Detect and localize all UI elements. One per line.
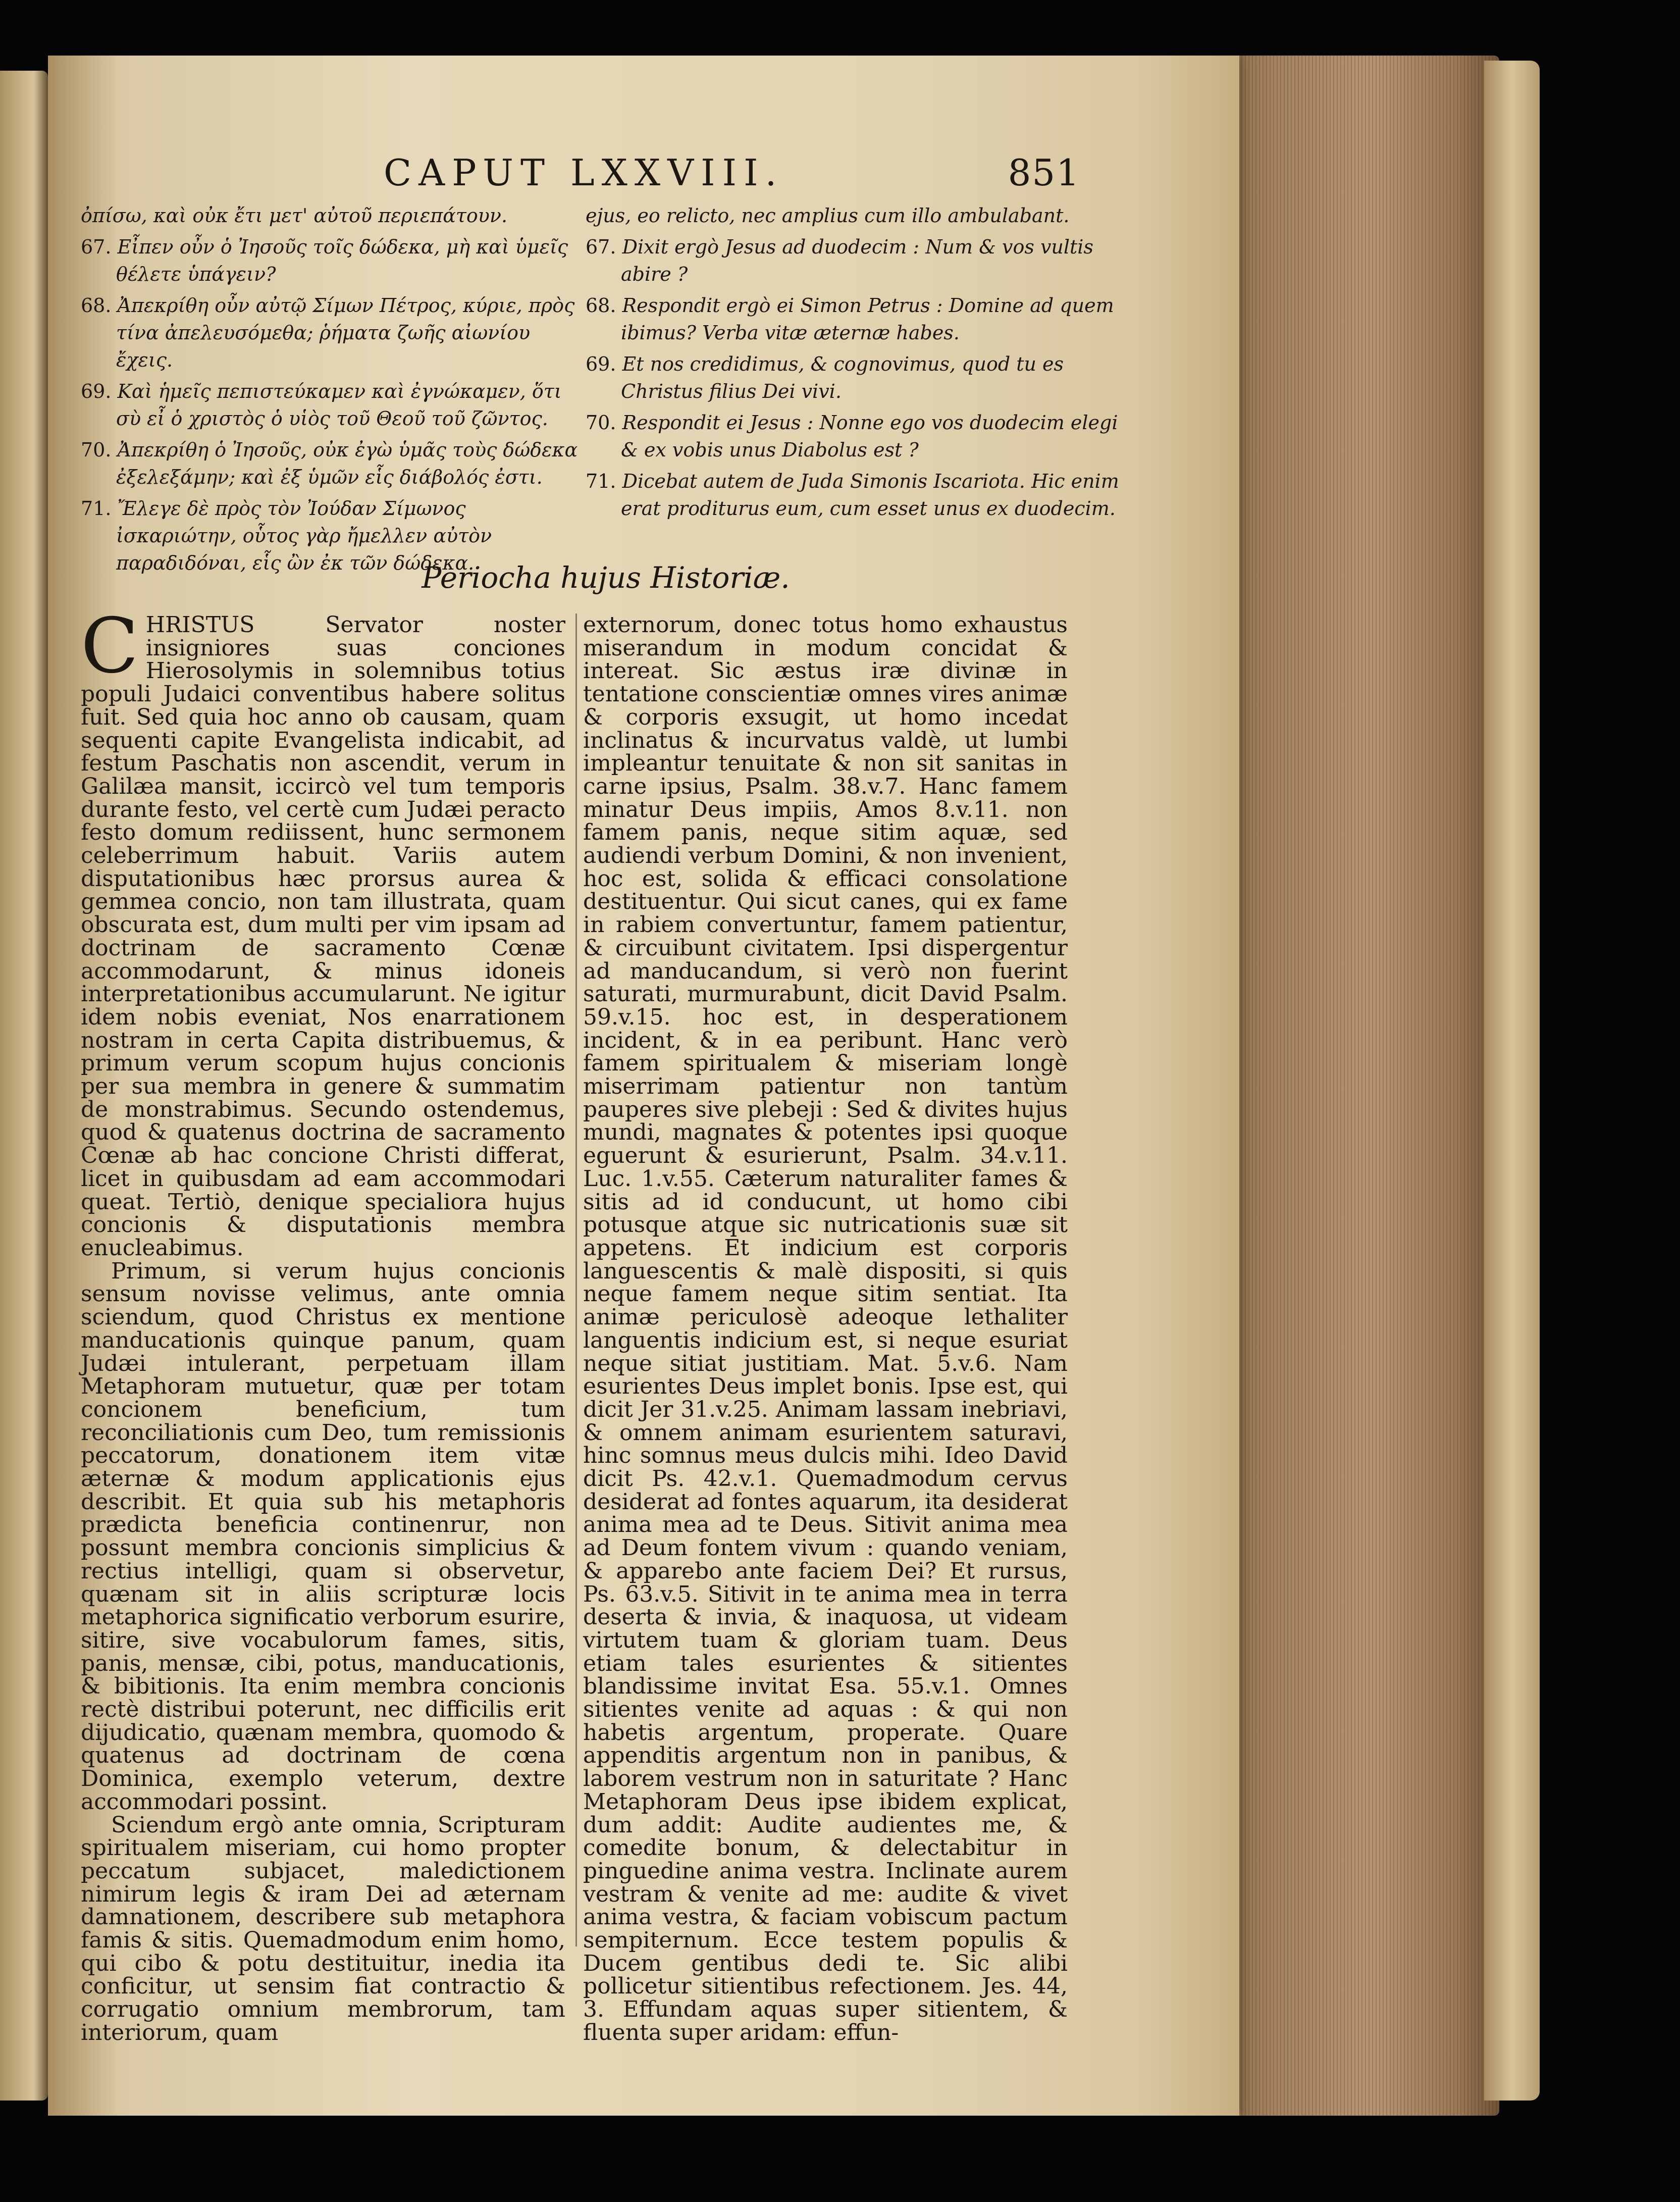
book-cover-edge	[1484, 61, 1540, 2101]
drop-cap: C	[81, 602, 139, 690]
latin-verse: 68. Respondit ergò ei Simon Petrus : Domine ad quem ibimus? Verba vitæ æternæ habes.	[586, 294, 1114, 344]
left-page-edge	[0, 71, 48, 2101]
greek-verse: ὀπίσω, καὶ οὐκ ἔτι μετ' αὐτοῦ περιεπάτουν.	[81, 204, 508, 227]
right-text-column	[583, 612, 1068, 2045]
latin-verse: 67. Dixit ergò Jesus ad duodecim : Num & vos vultis abire ?	[586, 236, 1093, 285]
latin-verse: 70. Respondit ei Jesus : Nonne ego vos duodecim elegi & ex vobis unus Diabolus est ?	[586, 412, 1118, 461]
greek-verse: 67. Εἶπεν οὖν ὁ Ἰησοῦς τοῖς δώδεκα, μὴ καὶ ὑμεῖς θέλετε ὑπάγειν?	[81, 236, 568, 285]
latin-verse: 69. Et nos credidimus, & cognovimus, quod tu es Christus filius Dei vivi.	[586, 353, 1064, 402]
section-heading: Periocha hujus Historiæ.	[422, 560, 790, 595]
page-number: 851	[1008, 151, 1080, 194]
paragraph: Primum, si verum hujus concionis sensum novisse velimus, ante omnia sciendum, quod Christus ex mentione manducationis quinque panum, quam Judæi intulerant, perpetuam illam Metaphoram mutuetur, quæ per totam concionem beneficium, tum reconciliationis cum Deo, tum remissionis peccatorum, donationem item vitæ æternæ & modum applicationis ejus describit. Et quia sub his metaphoris prædicta beneficia continenrur, non possunt membra concionis simplicius & rectius intelligi, quam si observetur, quænam sit in aliis scripturæ locis metaphorica significatio verborum esurire, sitire, sive vocabulorum fames, sitis, panis, mensæ, cibi, potus, manducationis, & bibitionis. Ita enim membra concionis rectè distribui poterunt, nec difficilis erit dijudicatio, quænam membra, quomodo & quatenus ad doctrinam de cœna Dominica, exemplo veterum, dextre accommodari possint.	[81, 1258, 565, 1815]
latin-verses	[586, 202, 1131, 526]
paragraph: CHRISTUS Servator noster insigniores suas conciones Hierosolymis in solemnibus totius populi Judaici conventibus habere solitus fuit. Sed quia hoc anno ob causam, quam sequenti capite Evangelista indicabit, ad festum Paschatis non ascendit, verum in Galilæa mansit, iccircò vel tum temporis durante festo, vel certè cum Judæi peracto festo domum rediissent, hunc sermonem celeberrimum habuit. Variis autem disputationibus hæc prorsus aurea & gemmea concio, non tam illustrata, quam obscurata est, dum multi per vim ipsam ad doctrinam de sacramento Cœnæ accommodarunt, & minus idoneis interpretationibus accumularunt. Ne igitur idem nobis eveniat, Nos enarrationem nostram in certa Capita distribuemus, & primum verum scopum hujus concionis per sua membra in genere & summatim de monstrabimus. Secundo ostendemus, quod & quatenus doctrina de sacramento Cœnæ ab hac concione Christi differat, licet in quibusdam ad eam accommodari queat. Tertiò, denique specialiora hujus concionis & disputationis membra enucleabimus.	[81, 602, 565, 1261]
greek-verse: 68. Ἀπεκρίθη οὖν αὐτῷ Σίμων Πέτρος, κύριε, πρὸς τίνα ἀπελευσόμεθα; ῥήματα ζωῆς αἰωνίου ἔχεις.	[81, 294, 575, 371]
column-divider	[575, 613, 577, 1947]
chapter-title: CAPUT LXXVIII.	[384, 151, 784, 194]
latin-verse: ejus, eo relicto, nec amplius cum illo ambulabant.	[586, 204, 1070, 227]
latin-verse: 71. Dicebat autem de Juda Simonis Iscariota. Hic enim erat proditurus eum, cum esset unus ex duodecim.	[586, 470, 1119, 520]
paragraph: externorum, donec totus homo exhaustus miserandum in modum concidat & intereat. Sic æstus iræ divinæ in tentatione conscientiæ omnes vires animæ & corporis exsugit, ut homo incedat inclinatus & incurvatus valdè, ut lumbi impleantur tenuitate & non sit sanitas in carne ipsius, Psalm. 38.v.7. Hanc famem minatur Deus impiis, Amos 8.v.11. non famem panis, neque sitim aquæ, sed audiendi verbum Domini, & non invenient, hoc est, solida & efficaci consolatione destituentur. Qui sicut canes, qui ex fame in rabiem convertuntur, famem patientur, & circuibunt civitatem. Ipsi dispergentur ad manducandum, si verò non fuerint saturati, murmurabunt, dicit David Psalm. 59.v.15. hoc est, in desperationem incident, & in ea peribunt. Hanc verò famem spiritualem & miseriam longè miserrimam patientur non tantùm pauperes sive plebeji : Sed & divites hujus mundi, magnates & potentes ipsi quoque eguerunt & esurierunt, Psalm. 34.v.11. Luc. 1.v.55. Cæterum naturaliter fames & sitis ad id conducunt, ut homo cibi potusque atque sic nutricationis suæ sit appetens. Et indicium est corporis languescentis & malè dispositi, si quis neque famem neque sitim sentiat. Ita animæ periculosè adeoque lethaliter languentis indicium est, si neque esuriat neque sitiat justitiam. Mat. 5.v.6. Nam esurientes Deus implet bonis. Ipse est, qui dicit Jer 31.v.25. Animam lassam inebriavi, & omnem animam esurientem saturavi, hinc somnus meus dulcis mihi. Ideo David dicit Ps. 42.v.1. Quemadmodum cervus desiderat ad fontes aquarum, ita desiderat anima mea ad te Deus. Sitivit anima mea ad Deum fontem vivum : quando veniam, & apparebo ante faciem Dei? Et rursus, Ps. 63.v.5. Sitivit in te anima mea in terra deserta & invia, & inaquosa, ut videam virtutem tuam & gloriam tuam. Deus etiam tales esurientes & sitientes blandissime invitat Esa. 55.v.1. Omnes sitientes venite ad aquas : & qui non habetis argentum, properate. Quare appenditis argentum non in panibus, & laborem vestrum non in saturitate ? Hanc Metaphoram Deus ipse ibidem explicat, dum addit: Audite audientes me, & comedite bonum, & delectabitur in pinguedine anima vestra. Inclinate aurem vestram & venite ad me: audite & vivet anima vestra, & faciam vobiscum pactum sempiternum. Ecce testem populis & Ducem gentibus dedi te. Sic alibi pollicetur sitientibus refectionem. Jes. 44, 3. Effundam aquas super sitientem, & fluenta super aridam: effun-	[583, 612, 1068, 2045]
greek-verse: 71. Ἔλεγε δὲ πρὸς τὸν Ἰούδαν Σίμωνος ἰσκαριώτην, οὗτος γὰρ ἤμελλεν αὐτὸν παραδιδόναι, εἷς ὢν ἐκ τῶν δώδεκα.	[81, 497, 492, 574]
greek-verse: 70. Ἀπεκρίθη ὁ Ἰησοῦς, οὐκ ἐγὼ ὑμᾶς τοὺς δώδεκα ἐξελεξάμην; καὶ ἐξ ὑμῶν εἷς διάβολός ἐστι.	[81, 439, 578, 488]
paragraph: Sciendum ergò ante omnia, Scripturam spiritualem miseriam, cui homo propter peccatum subjacet, maledictionem nimirum legis & iram Dei ad æternam damnationem, describere sub metaphora famis & sitis. Quemadmodum enim homo, qui cibo & potu destituitur, inedia ita conficitur, ut sensim fiat contractio & corrugatio omnium membrorum, tam interiorum, quam	[81, 1812, 565, 2045]
verse-section	[81, 202, 1131, 574]
left-text-column	[81, 602, 565, 2045]
greek-verses	[81, 202, 586, 581]
running-header	[384, 151, 1080, 207]
greek-verse: 69. Καὶ ἡμεῖς πεπιστεύκαμεν καὶ ἐγνώκαμεν, ὅτι σὺ εἶ ὁ χριστὸς ὁ υἱὸς τοῦ Θεοῦ τοῦ ζῶντος.	[81, 380, 562, 430]
book-fore-edge	[1217, 56, 1499, 2116]
